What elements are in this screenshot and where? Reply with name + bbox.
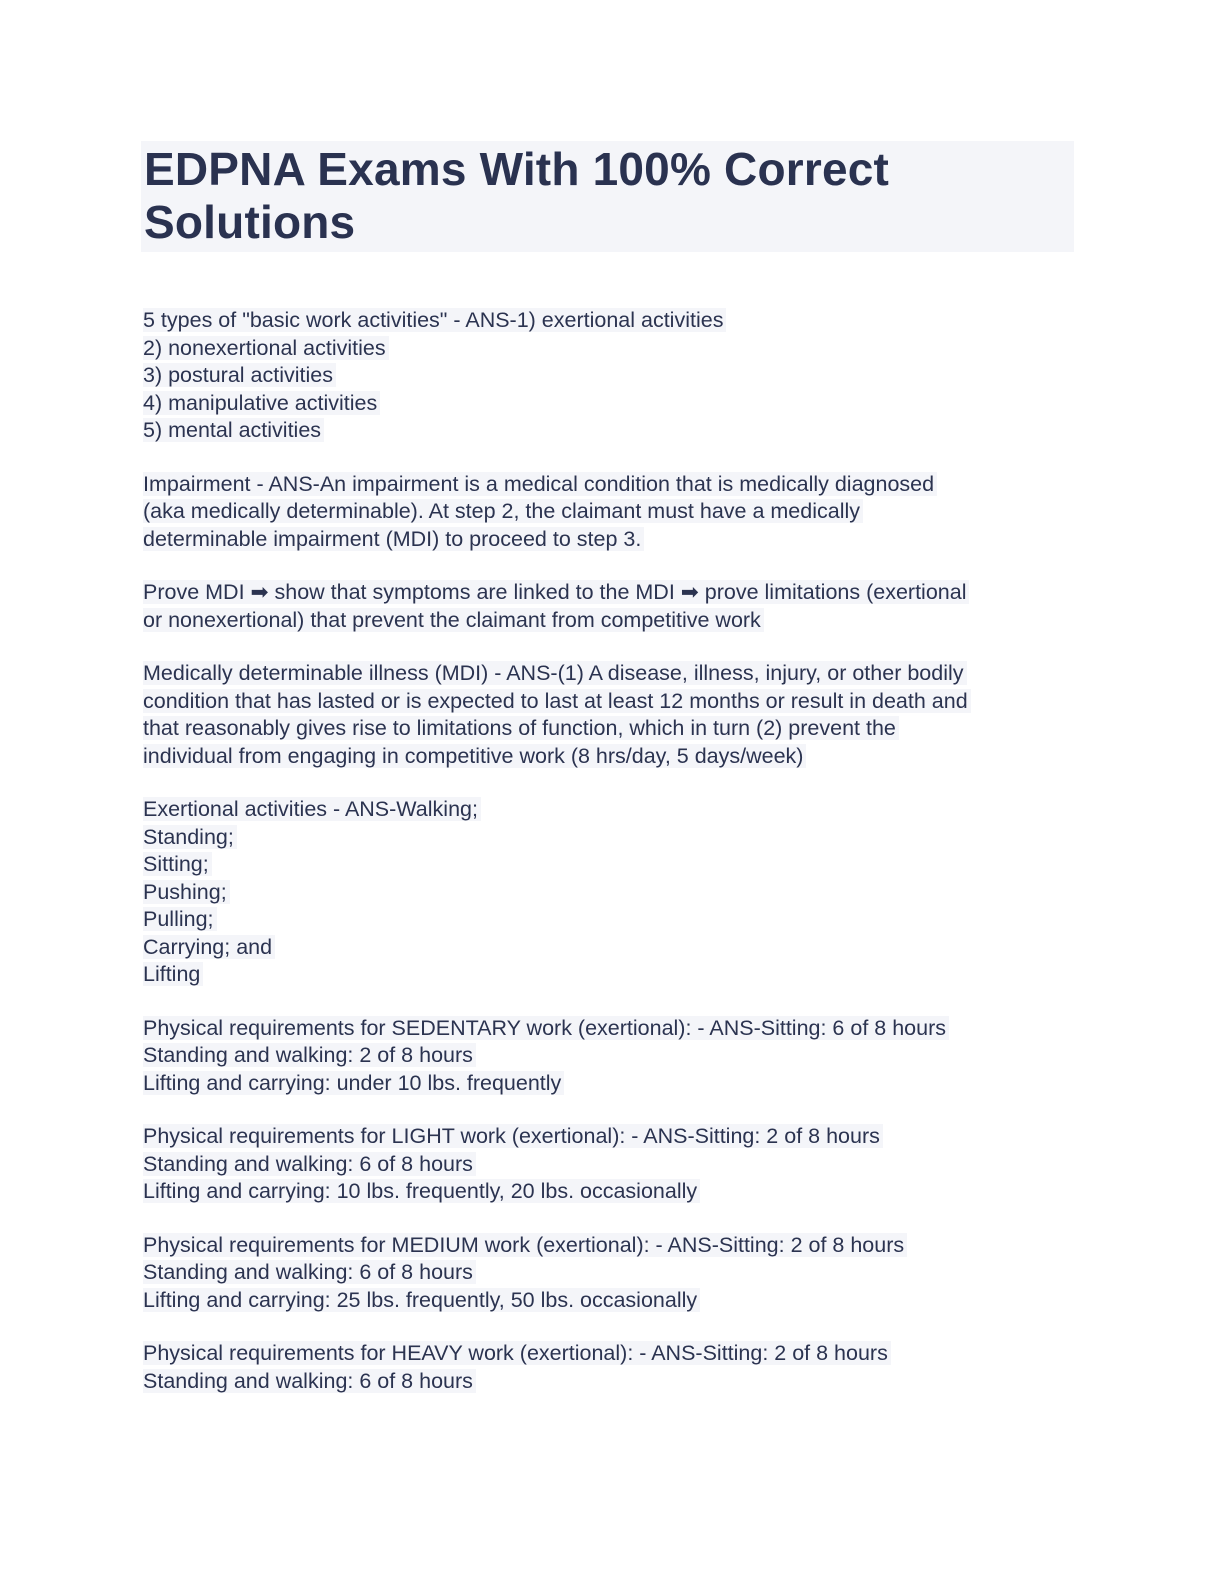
entry-line <box>143 688 1073 716</box>
entry-line <box>143 879 1073 907</box>
entry-line <box>143 1232 1073 1260</box>
entry-line-text: individual from engaging in competitive work (8 hrs/day, 5 days/week) <box>143 744 806 768</box>
entry-line <box>143 715 1073 743</box>
entry-line <box>143 1123 1073 1151</box>
entry-line <box>143 851 1073 879</box>
entry-line <box>143 1042 1073 1070</box>
entry-line <box>143 390 1073 418</box>
qa-entry <box>143 1340 1073 1395</box>
qa-entry <box>143 1015 1073 1098</box>
entry-line-text: Physical requirements for SEDENTARY work (exertional): - ANS-Sitting: 6 of 8 hours <box>143 1016 949 1040</box>
entry-line <box>143 362 1073 390</box>
entry-line-text: Standing and walking: 6 of 8 hours <box>143 1369 476 1393</box>
entry-line <box>143 335 1073 363</box>
qa-entry <box>143 579 1073 634</box>
entry-line <box>143 526 1073 554</box>
entry-line-text: Pushing; <box>143 880 230 904</box>
entry-line-text: that reasonably gives rise to limitations of function, which in turn (2) prevent the <box>143 716 899 740</box>
entry-line-text: Standing and walking: 6 of 8 hours <box>143 1152 476 1176</box>
entry-line <box>143 498 1073 526</box>
entry-line-text: Carrying; and <box>143 935 275 959</box>
entry-line-text: Standing and walking: 2 of 8 hours <box>143 1043 476 1067</box>
entry-line-text: determinable impairment (MDI) to proceed to step 3. <box>143 527 644 551</box>
entry-line-text: or nonexertional) that prevent the claimant from competitive work <box>143 608 764 632</box>
entry-line-text: Physical requirements for LIGHT work (exertional): - ANS-Sitting: 2 of 8 hours <box>143 1124 883 1148</box>
entry-line <box>143 1178 1073 1206</box>
entry-line <box>143 1015 1073 1043</box>
entry-line-text: Physical requirements for MEDIUM work (exertional): - ANS-Sitting: 2 of 8 hours <box>143 1233 907 1257</box>
entry-line-text: Lifting <box>143 962 203 986</box>
entry-line-text: Standing and walking: 6 of 8 hours <box>143 1260 476 1284</box>
entry-line <box>143 796 1073 824</box>
entry-line-text: 5) mental activities <box>143 418 324 442</box>
entry-line-text: Pulling; <box>143 907 217 931</box>
entry-line <box>143 1070 1073 1098</box>
entry-line <box>143 1287 1073 1315</box>
entry-line <box>143 579 1073 607</box>
qa-entry <box>143 471 1073 554</box>
entry-line <box>143 307 1073 335</box>
entry-line <box>143 743 1073 771</box>
entry-line <box>143 660 1073 688</box>
entry-line <box>143 824 1073 852</box>
entry-line-text: Standing; <box>143 825 237 849</box>
entry-line <box>143 1368 1073 1396</box>
entry-line <box>143 417 1073 445</box>
entry-line-text: Exertional activities - ANS-Walking; <box>143 797 481 821</box>
qa-entry <box>143 796 1073 989</box>
entry-line-text: Physical requirements for HEAVY work (exertional): - ANS-Sitting: 2 of 8 hours <box>143 1341 891 1365</box>
entry-line <box>143 1340 1073 1368</box>
entry-line <box>143 934 1073 962</box>
qa-entry <box>143 307 1073 445</box>
entry-line-text: 5 types of "basic work activities" - ANS-1) exertional activities <box>143 308 726 332</box>
entry-line-text: 3) postural activities <box>143 363 336 387</box>
qa-entry <box>143 1123 1073 1206</box>
qa-entry <box>143 1232 1073 1315</box>
entry-line <box>143 961 1073 989</box>
entry-line <box>143 471 1073 499</box>
document-title: EDPNA Exams With 100% Correct Solutions <box>144 143 890 248</box>
entry-line <box>143 1259 1073 1287</box>
entry-line-text: Lifting and carrying: 10 lbs. frequently, 20 lbs. occasionally <box>143 1179 700 1203</box>
entry-line-text: 2) nonexertional activities <box>143 336 389 360</box>
entry-line <box>143 906 1073 934</box>
document-content <box>143 307 1073 1421</box>
entry-line <box>143 607 1073 635</box>
entry-line-text: (aka medically determinable). At step 2, the claimant must have a medically <box>143 499 863 523</box>
entry-line-text: Prove MDI ➡ show that symptoms are linked to the MDI ➡ prove limitations (exertional <box>143 580 969 604</box>
entry-line-text: Medically determinable illness (MDI) - ANS-(1) A disease, illness, injury, or other bodily <box>143 661 967 685</box>
entry-line <box>143 1151 1073 1179</box>
entry-line-text: Lifting and carrying: under 10 lbs. frequently <box>143 1071 564 1095</box>
entry-line-text: Lifting and carrying: 25 lbs. frequently, 50 lbs. occasionally <box>143 1288 700 1312</box>
qa-entry <box>143 660 1073 770</box>
entry-line-text: Sitting; <box>143 852 212 876</box>
entry-line-text: condition that has lasted or is expected to last at least 12 months or result in death and <box>143 689 971 713</box>
entry-line-text: Impairment - ANS-An impairment is a medical condition that is medically diagnosed <box>143 472 937 496</box>
entry-line-text: 4) manipulative activities <box>143 391 380 415</box>
title-block <box>141 141 1074 252</box>
